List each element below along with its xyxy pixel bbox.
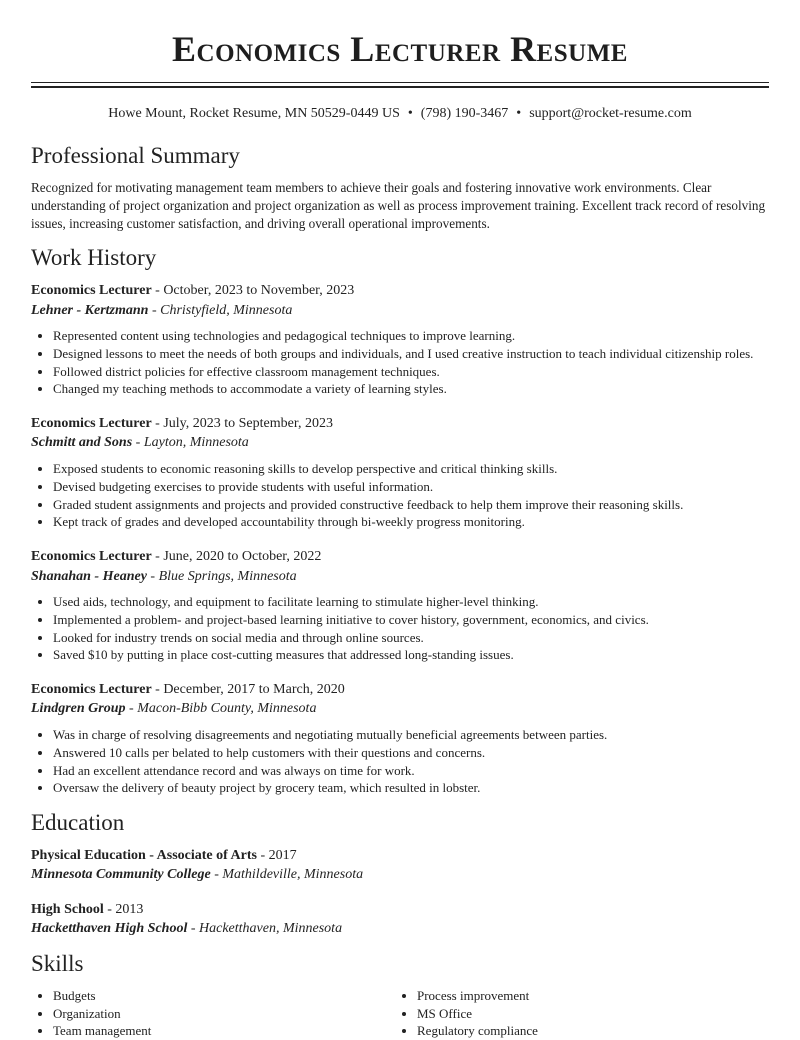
job-bullet: • Changed my teaching methods to accommodate a variety of learning styles. <box>53 380 793 398</box>
job-dates: - October, 2023 to November, 2023 <box>151 283 355 298</box>
job-bullet: • Answered 10 calls per belated to help customers with their questions and concerns. <box>53 744 793 762</box>
education-heading: Education <box>31 810 125 835</box>
job-bullet: • Exposed students to economic reasoning skills to develop perspective and critical thinking skills. <box>53 460 793 478</box>
resume-title: Economics Lecturer Resume <box>172 29 628 69</box>
job-title: Economics Lecturer <box>31 549 152 564</box>
job-location: - Layton, Minnesota <box>132 435 249 450</box>
job-bullet: • Kept track of grades and developed accountability through bi-weekly progress monitoring. <box>53 513 793 531</box>
job-bullet: • Followed district policies for effective classroom management techniques. <box>53 363 793 381</box>
job-bullet: • Had an excellent attendance record and was always on time for work. <box>53 762 793 780</box>
education-location: - Hacketthaven, Minnesota <box>187 921 343 936</box>
job-bullet: • Implemented a problem- and project-based learning initiative to cover history, government, economics, and civics. <box>53 611 793 629</box>
job-location: - Macon-Bibb County, Minnesota <box>125 701 317 716</box>
job-bullet: • Oversaw the delivery of beauty project by grocery team, which resulted in lobster. <box>53 779 793 797</box>
job-dates: - June, 2020 to October, 2022 <box>151 549 322 564</box>
job-bullet: • Devised budgeting exercises to provide students with useful information. <box>53 478 793 496</box>
job-dates: - December, 2017 to March, 2020 <box>151 682 345 697</box>
job-title-line <box>31 281 771 300</box>
skill-item: • Process improvement <box>417 987 787 1005</box>
job-bullets <box>31 726 793 797</box>
job-bullets <box>31 327 793 398</box>
summary-text: Recognized for motivating management team members to achieve their goals and fostering innovative work environments. Clear understanding of project organization and project organization as well as process improvement training. Excellent track record of resolving issues, increasing customer satisfaction, and driving overall operational improvements. <box>31 180 766 231</box>
skill-item: • Team management <box>53 1022 393 1040</box>
job-location: - Christyfield, Minnesota <box>148 303 293 318</box>
job-bullet: • Was in charge of resolving disagreements and negotiating mutually beneficial agreements between parties. <box>53 726 793 744</box>
education-degree-line <box>31 900 771 919</box>
job-company: Lindgren Group <box>31 701 126 716</box>
job-bullets <box>31 460 793 531</box>
skills-heading: Skills <box>31 951 84 976</box>
skill-item: • MS Office <box>417 1005 787 1023</box>
job-bullet: • Saved $10 by putting in place cost-cutting measures that addressed long-standing issues. <box>53 646 793 664</box>
skills-list-right <box>395 987 787 1040</box>
contact-separator: • <box>516 106 522 121</box>
job-bullets <box>31 593 793 664</box>
job-title: Economics Lecturer <box>31 682 152 697</box>
education-school: Minnesota Community College <box>31 867 211 882</box>
skill-item: • Budgets <box>53 987 393 1005</box>
job-dates: - July, 2023 to September, 2023 <box>151 416 333 431</box>
job-title: Economics Lecturer <box>31 283 152 298</box>
job-title-line <box>31 547 771 566</box>
education-school-line <box>31 865 771 884</box>
contact-line <box>0 104 800 124</box>
education-degree: High School <box>31 902 104 917</box>
education-year: - 2017 <box>256 848 297 863</box>
job-bullet: • Used aids, technology, and equipment to facilitate learning to stimulate higher-level thinking. <box>53 593 793 611</box>
title-divider-thin <box>31 82 769 83</box>
job-bullet: • Represented content using technologies and pedagogical techniques to improve learning. <box>53 327 793 345</box>
job-title: Economics Lecturer <box>31 416 152 431</box>
summary-heading: Professional Summary <box>31 143 240 168</box>
job-company-line <box>31 301 771 320</box>
job-bullet: • Graded student assignments and projects and provided constructive feedback to help them improve their reasoning skills. <box>53 496 793 514</box>
job-company: Schmitt and Sons <box>31 435 133 450</box>
job-location: - Blue Springs, Minnesota <box>146 569 297 584</box>
job-company: Lehner - Kertzmann <box>31 303 149 318</box>
job-company: Shanahan - Heaney <box>31 569 147 584</box>
contact-phone: (798) 190-3467 <box>420 106 509 121</box>
skills-list-left <box>31 987 393 1040</box>
job-bullet: • Looked for industry trends on social media and through online sources. <box>53 629 793 647</box>
skill-item: • Organization <box>53 1005 393 1023</box>
education-school: Hacketthaven High School <box>31 921 188 936</box>
education-location: - Mathildeville, Minnesota <box>210 867 364 882</box>
job-bullet: • Designed lessons to meet the needs of both groups and individuals, and I used creative instruction to teach individual citizenship roles. <box>53 345 793 363</box>
education-degree-line <box>31 846 771 865</box>
education-degree: Physical Education - Associate of Arts <box>31 848 257 863</box>
contact-address: Howe Mount, Rocket Resume, MN 50529-0449 US <box>108 106 400 121</box>
skill-item: • Regulatory compliance <box>417 1022 787 1040</box>
job-company-line <box>31 699 771 718</box>
job-title-line <box>31 680 771 699</box>
education-year: - 2013 <box>103 902 144 917</box>
job-company-line <box>31 567 771 586</box>
title-divider-thick <box>31 86 769 88</box>
job-title-line <box>31 414 771 433</box>
contact-separator: • <box>407 106 413 121</box>
education-school-line <box>31 919 771 938</box>
work-history-heading: Work History <box>31 245 157 270</box>
job-company-line <box>31 433 771 452</box>
contact-email: support@rocket-resume.com <box>529 106 692 121</box>
